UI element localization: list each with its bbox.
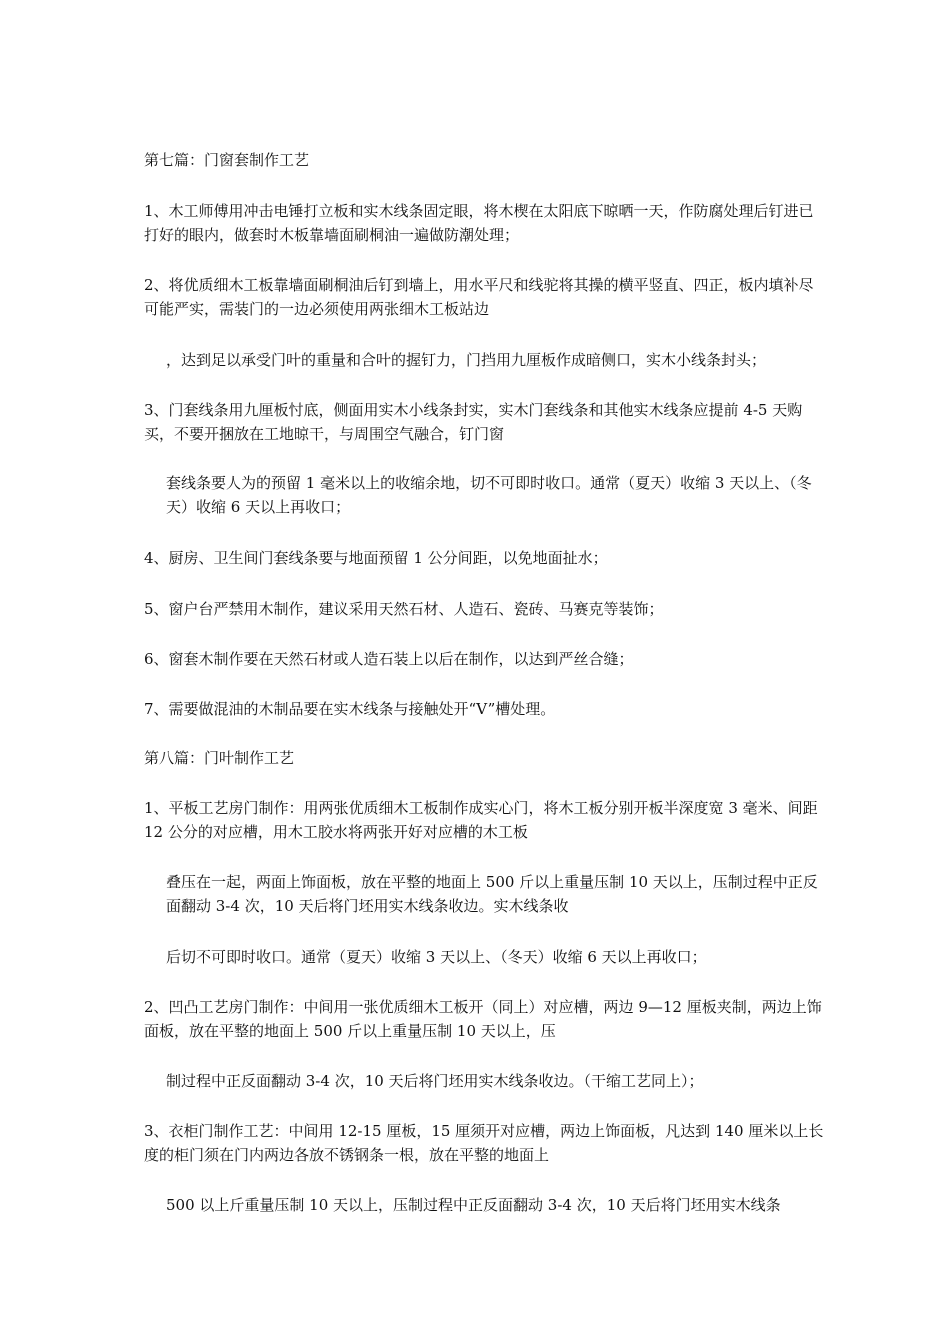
paragraph-continuation: 500 以上斤重量压制 10 天以上，压制过程中正反面翻动 3-4 次，10 天后将门坯用实木线条 <box>166 1196 781 1214</box>
paragraph: 2、将优质细木工板靠墙面刷桐油后钉到墙上，用水平尺和线驼将其操的横平竖直、四正，板内填补尽可能严实，需装门的一边必须使用两张细木工板站边 <box>144 276 814 318</box>
paragraph-continuation: 套线条要人为的预留 1 毫米以上的收缩余地，切不可即时收口。通常（夏天）收缩 3 天以上、（冬天）收缩 6 天以上再收口； <box>166 474 812 516</box>
paragraph-continuation: ，达到足以承受门叶的重量和合叶的握钉力，门挡用九厘板作成暗侧口，实木小线条封头； <box>166 351 767 369</box>
paragraph: 3、门套线条用九厘板忖底，侧面用实木小线条封实，实木门套线条和其他实木线条应提前 4-5 天购买，不要开捆放在工地晾干，与周围空气融合，钉门窗 <box>144 401 803 443</box>
section-heading: 第八篇：门叶制作工艺 <box>144 749 295 767</box>
paragraph: 2、凹凸工艺房门制作：中间用一张优质细木工板开（同上）对应槽，两边 9—12 厘板夹制，两边上饰面板，放在平整的地面上 500 斤以上重量压制 10 天以上，压 <box>144 998 822 1040</box>
section-heading: 第七篇：门窗套制作工艺 <box>144 151 310 169</box>
paragraph: 1、木工师傅用冲击电锤打立板和实木线条固定眼，将木楔在太阳底下晾晒一天，作防腐处理后钉进已打好的眼内，做套时木板靠墙面刷桐油一遍做防潮处理； <box>144 202 814 244</box>
paragraph-continuation: 后切不可即时收口。通常（夏天）收缩 3 天以上、（冬天）收缩 6 天以上再收口； <box>166 948 707 966</box>
paragraph: 3、衣柜门制作工艺：中间用 12-15 厘板，15 厘须开对应槽，两边上饰面板，凡达到 140 厘米以上长度的柜门须在门内两边各放不锈钢条一根，放在平整的地面上 <box>144 1122 824 1164</box>
paragraph-continuation: 制过程中正反面翻动 3-4 次，10 天后将门坯用实木线条收边。（干缩工艺同上）； <box>166 1072 704 1090</box>
paragraph: 4、厨房、卫生间门套线条要与地面预留 1 公分间距，以免地面扯水； <box>144 549 608 567</box>
paragraph: 6、窗套木制作要在天然石材或人造石装上以后在制作，以达到严丝合缝； <box>144 650 634 668</box>
paragraph: 1、平板工艺房门制作：用两张优质细木工板制作成实心门，将木工板分别开板半深度宽 3 毫米、间距 12 公分的对应槽，用木工胶水将两张开好对应槽的木工板 <box>144 799 818 841</box>
paragraph: 5、窗户台严禁用木制作，建议采用天然石材、人造石、瓷砖、马赛克等装饰； <box>144 600 664 618</box>
paragraph-continuation: 叠压在一起，两面上饰面板，放在平整的地面上 500 斤以上重量压制 10 天以上，压制过程中正反面翻动 3-4 次，10 天后将门坯用实木线条收边。实木线条收 <box>166 873 818 915</box>
paragraph: 7、需要做混油的木制品要在实木线条与接触处开“V”槽处理。 <box>144 700 556 718</box>
